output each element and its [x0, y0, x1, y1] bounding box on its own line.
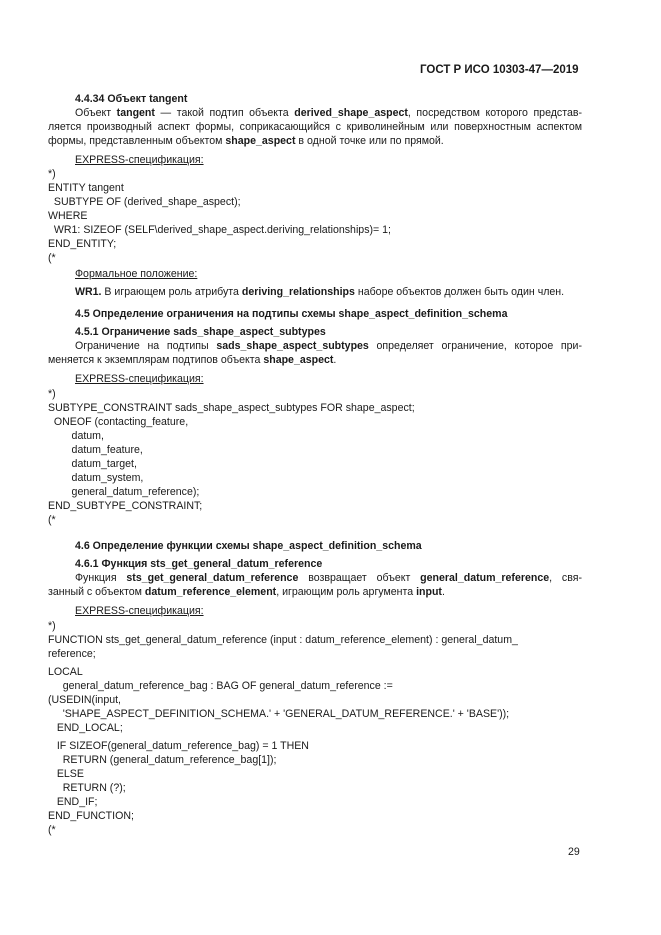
code-line: *)	[48, 388, 56, 400]
code-line: datum_system,	[48, 472, 144, 484]
paragraph-line: Функция sts_get_general_datum_reference возвращает объект general_datum_reference, свя-	[75, 572, 582, 584]
code-line: (*	[48, 252, 56, 264]
code-line: datum_target,	[48, 458, 137, 470]
code-line: LOCAL	[48, 666, 83, 678]
section-4-5-title: 4.5 Определение ограничения на подтипы схемы shape_aspect_definition_schema	[75, 308, 508, 320]
code-line: general_datum_reference);	[48, 486, 200, 498]
formal-statement-label: Формальное положение:	[75, 268, 198, 280]
code-line: IF SIZEOF(general_datum_reference_bag) = 1 THEN	[48, 740, 309, 752]
code-line: reference;	[48, 648, 96, 660]
code-line: (USEDIN(input,	[48, 694, 121, 706]
section-4-6-title: 4.6 Определение функции схемы shape_aspect_definition_schema	[75, 540, 422, 552]
code-line: WR1: SIZEOF (SELF\derived_shape_aspect.deriving_relationships)= 1;	[48, 224, 391, 236]
code-line: datum,	[48, 430, 104, 442]
code-line: (*	[48, 514, 56, 526]
paragraph-line: ляется производный аспект формы, соприкасающийся с криволинейным или поверхностным аспектом	[48, 121, 582, 133]
express-spec-label: EXPRESS-спецификация:	[75, 373, 204, 385]
express-spec-label: EXPRESS-спецификация:	[75, 154, 204, 166]
paragraph-line: Объект tangent — такой подтип объекта derived_shape_aspect, посредством которого представ-	[75, 107, 582, 119]
code-line: datum_feature,	[48, 444, 143, 456]
section-4-6-1-title: 4.6.1 Функция sts_get_general_datum_reference	[75, 558, 323, 570]
paragraph-line: формы, представленным объектом shape_aspect в одной точке или по прямой.	[48, 135, 444, 147]
express-spec-label: EXPRESS-спецификация:	[75, 605, 204, 617]
code-line: *)	[48, 620, 56, 632]
code-line: END_LOCAL;	[48, 722, 123, 734]
code-line: RETURN (general_datum_reference_bag[1]);	[48, 754, 277, 766]
section-4-4-34-title: 4.4.34 Объект tangent	[75, 93, 188, 105]
code-line: FUNCTION sts_get_general_datum_reference (input : datum_reference_element) : general_datum_	[48, 634, 518, 646]
code-line: SUBTYPE_CONSTRAINT sads_shape_aspect_subtypes FOR shape_aspect;	[48, 402, 415, 414]
standard-header: ГОСТ Р ИСО 10303-47—2019	[420, 64, 579, 76]
code-line: ENTITY tangent	[48, 182, 124, 194]
paragraph-line: занный с объектом datum_reference_element, играющим роль аргумента input.	[48, 586, 445, 598]
code-line: WHERE	[48, 210, 88, 222]
code-line: (*	[48, 824, 56, 836]
paragraph-line: Ограничение на подтипы sads_shape_aspect_subtypes определяет ограничение, которое при-	[75, 340, 582, 352]
code-line: END_FUNCTION;	[48, 810, 134, 822]
code-line: ONEOF (contacting_feature,	[48, 416, 189, 428]
code-line: RETURN (?);	[48, 782, 126, 794]
formal-statement-wr1: WR1. В играющем роль атрибута deriving_relationships наборе объектов должен быть один член.	[75, 286, 565, 298]
code-line: general_datum_reference_bag : BAG OF general_datum_reference :=	[48, 680, 393, 692]
code-line: SUBTYPE OF (derived_shape_aspect);	[48, 196, 241, 208]
paragraph-line: меняется к экземплярам подтипов объекта shape_aspect.	[48, 354, 337, 366]
code-line: END_IF;	[48, 796, 98, 808]
code-line: *)	[48, 168, 56, 180]
code-line: END_SUBTYPE_CONSTRAINT;	[48, 500, 203, 512]
section-4-5-1-title: 4.5.1 Ограничение sads_shape_aspect_subtypes	[75, 326, 326, 338]
page-number: 29	[568, 846, 580, 858]
code-line: ELSE	[48, 768, 84, 780]
code-line: END_ENTITY;	[48, 238, 117, 250]
code-line: 'SHAPE_ASPECT_DEFINITION_SCHEMA.' + 'GENERAL_DATUM_REFERENCE.' + 'BASE'));	[48, 708, 510, 720]
